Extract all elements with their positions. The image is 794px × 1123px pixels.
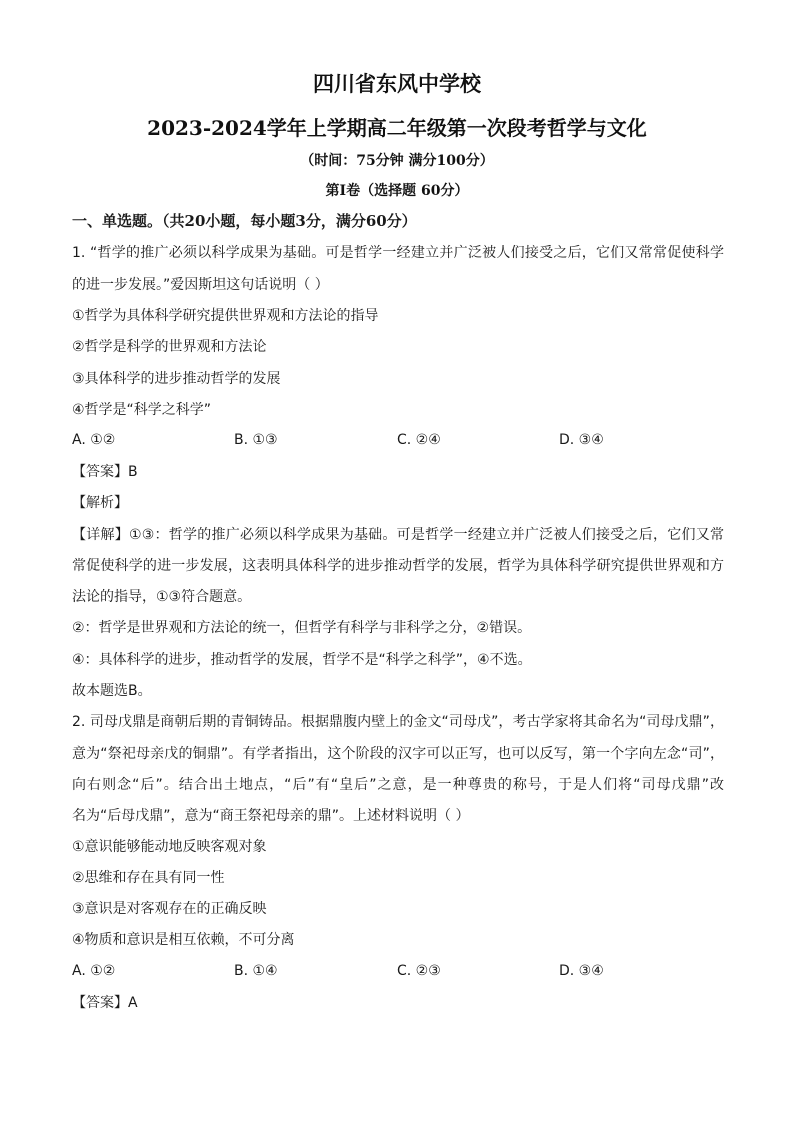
q1-detail-line: 法论的指导，①③符合题意。: [72, 589, 252, 605]
school-title: 四川省东风中学校: [313, 71, 481, 96]
q1-stem-line: 的进一步发展。”爱因斯坦这句话说明（ ）: [72, 277, 329, 293]
section-title: 一、单选题。（共20小题，每小题3分，满分60分）: [72, 212, 417, 230]
q2-statement: ③意识是对客观存在的正确反映: [72, 901, 267, 917]
q1-option-a: A. ①②: [72, 432, 116, 448]
q2-stem-line: 意为“祭祀母亲戊的铜鼎”。有学者指出，这个阶段的汉字可以正写，也可以反写，第一个字向左念“司”，: [72, 746, 724, 762]
q1-detail-line: 【详解】①③：哲学的推广必须以科学成果为基础。可是哲学一经建立并广泛被人们接受之后，它们又常: [72, 527, 724, 543]
q1-conclusion: 故本题选B。: [72, 683, 152, 699]
q2-statement: ④物质和意识是相互依赖，不可分离: [72, 932, 295, 948]
exam-time: （时间：75分钟 满分100分）: [300, 153, 494, 169]
q1-option-c: C. ②④: [397, 432, 441, 448]
q1-statement: ②哲学是科学的世界观和方法论: [72, 339, 267, 355]
q1-option-d: D. ③④: [559, 432, 604, 448]
q1-analysis-label: 【解析】: [72, 495, 128, 511]
q2-statement: ①意识能够能动地反映客观对象: [72, 839, 267, 855]
q2-statement: ②思维和存在具有同一性: [72, 870, 225, 886]
q1-statement: ③具体科学的进步推动哲学的发展: [72, 371, 281, 387]
q2-stem-line: 名为“后母戊鼎”，意为“商王祭祀母亲的鼎”。上述材料说明（ ）: [72, 808, 470, 824]
q2-stem-line: 向右则念“后”。结合出土地点，“后”有“皇后”之意，是一种尊贵的称号，于是人们将“司母戊鼎”改: [72, 777, 724, 793]
q1-option-b: B. ①③: [234, 432, 278, 448]
q2-option-d: D. ③④: [559, 963, 604, 979]
q2-stem-line: 2. 司母戊鼎是商朝后期的青铜铸品。根据鼎腹内壁上的金文“司母戊”，考古学家将其命名为“司母戊鼎”，: [72, 714, 724, 730]
q2-option-a: A. ①②: [72, 963, 116, 979]
volume-title: 第I卷（选择题 60分）: [325, 183, 469, 199]
q2-option-b: B. ①④: [234, 963, 278, 979]
q1-detail-line: 常促使科学的进一步发展，这表明具体科学的进步推动哲学的发展，哲学为具体科学研究提供世界观和方: [72, 558, 724, 574]
q1-answer: 【答案】B: [72, 464, 138, 480]
q1-detail-line: ④：具体科学的进步，推动哲学的发展，哲学不是“科学之科学”，④不选。: [72, 652, 532, 668]
q2-option-c: C. ②③: [397, 963, 441, 979]
q1-statement: ①哲学为具体科学研究提供世界观和方法论的指导: [72, 308, 379, 324]
q1-stem-line: 1. “哲学的推广必须以科学成果为基础。可是哲学一经建立并广泛被人们接受之后，它们又常常促使科学: [72, 245, 724, 261]
exam-title: 2023-2024学年上学期高二年级第一次段考哲学与文化: [147, 116, 647, 140]
q2-answer: 【答案】A: [72, 995, 138, 1011]
q1-detail-line: ②：哲学是世界观和方法论的统一，但哲学有科学与非科学之分，②错误。: [72, 620, 532, 636]
q1-statement: ④哲学是“科学之科学”: [72, 402, 212, 418]
